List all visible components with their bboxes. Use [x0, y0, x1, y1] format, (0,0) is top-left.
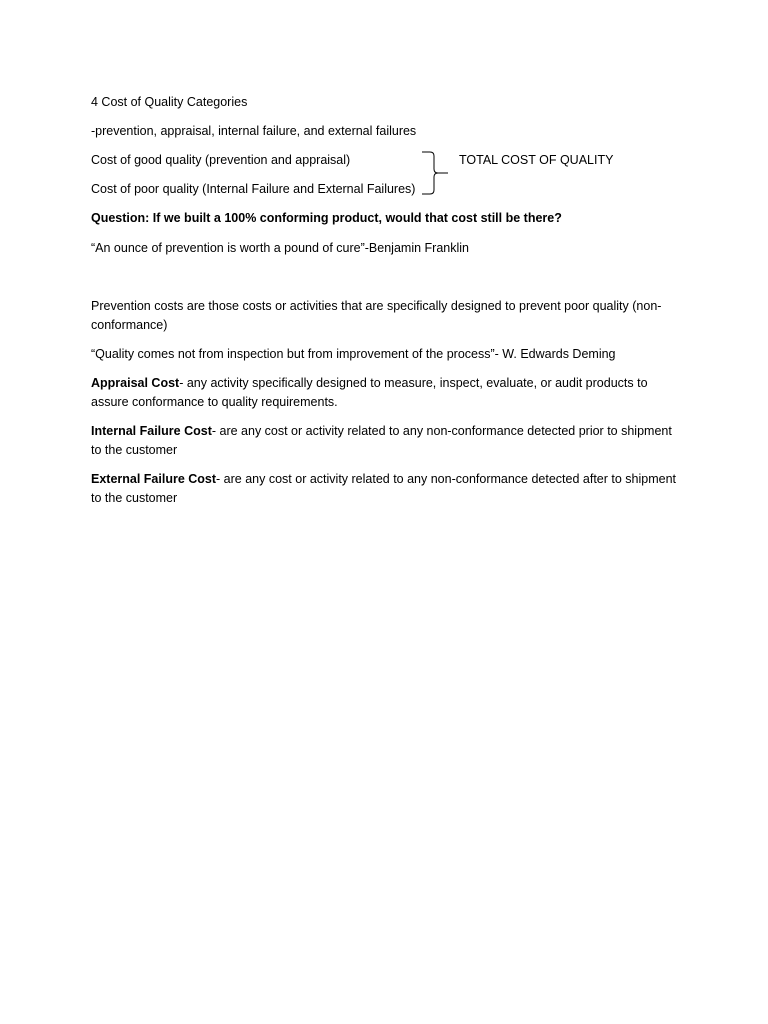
- total-cost-label: TOTAL COST OF QUALITY: [459, 153, 614, 167]
- external-failure-definition: - are any cost or activity related to any non-conformance detected after to shipment to the customer: [91, 472, 677, 505]
- internal-failure-paragraph: [91, 422, 681, 460]
- appraisal-definition: - any activity specifically designed to measure, inspect, evaluate, or audit products to assure conformance to quality requirements.: [91, 376, 648, 409]
- franklin-quote: “An ounce of prevention is worth a pound of cure”-Benjamin Franklin: [91, 241, 469, 255]
- appraisal-paragraph: [91, 374, 681, 412]
- question-line: Question: If we built a 100% conforming product, would that cost still be there?: [91, 211, 562, 225]
- brace-icon: [420, 150, 450, 196]
- appraisal-term: Appraisal Cost: [91, 376, 180, 390]
- deming-quote: “Quality comes not from inspection but from improvement of the process”- W. Edwards Deming: [91, 347, 616, 361]
- good-quality-line: Cost of good quality (prevention and appraisal): [91, 153, 351, 167]
- external-failure-term: External Failure Cost: [91, 472, 217, 486]
- prevention-paragraph: Prevention costs are those costs or activities that are specifically designed to prevent poor quality (non-conformance): [91, 299, 662, 332]
- heading: 4 Cost of Quality Categories: [91, 95, 248, 109]
- poor-quality-line: Cost of poor quality (Internal Failure and External Failures): [91, 182, 416, 196]
- external-failure-paragraph: [91, 470, 681, 508]
- internal-failure-definition: - are any cost or activity related to any non-conformance detected prior to shipment to the customer: [91, 424, 672, 457]
- internal-failure-term: Internal Failure Cost: [91, 424, 212, 438]
- categories-line: -prevention, appraisal, internal failure, and external failures: [91, 124, 417, 138]
